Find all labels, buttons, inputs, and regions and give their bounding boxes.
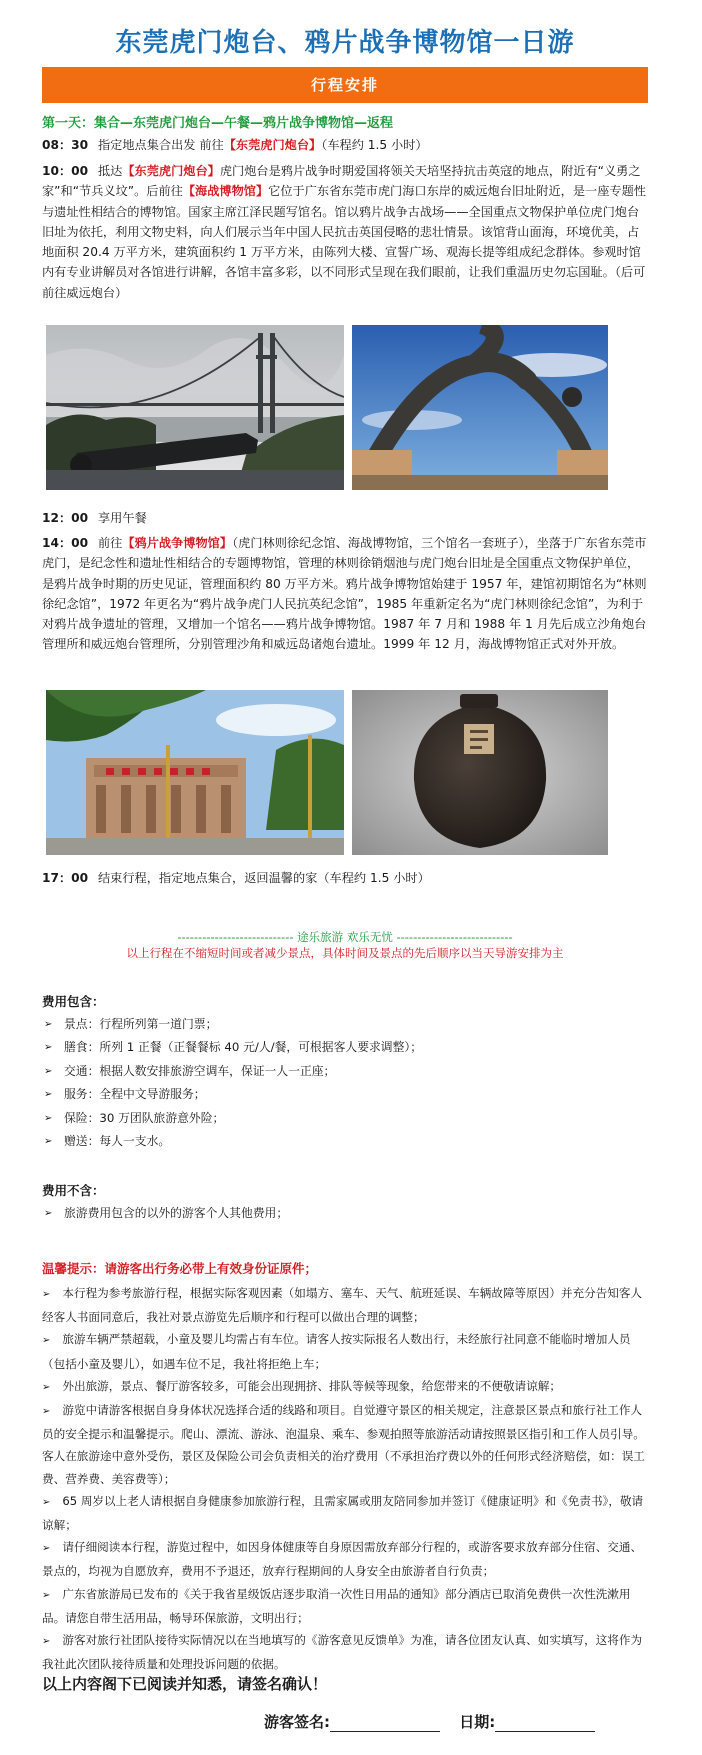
schedule-text: 抵达 [97,164,123,178]
fee-exclude-title: 费用不含： [42,1183,105,1198]
schedule-1700 [42,868,648,888]
day-one-heading: 第一天：集合—东莞虎门炮台—午餐—鸦片战争博物馆—返程 [42,116,394,131]
page-title: 东莞虎门炮台、鸦片战争博物馆一日游 [115,28,575,58]
schedule-time: 10：00 [42,164,89,178]
photo-humen-bridge-cannon [46,325,344,490]
arrow-bullet-icon: ➢ [44,1136,53,1148]
highlight-naval-museum: 【海战博物馆】 [182,184,269,199]
list-item: ➢ 游客对旅行社团队接待实际情况以在当地填写的《游客意见反馈单》为准，请各位团友认真、如实填写，这将作为我社此次团队接待质量和处理投诉问题的依据。 [42,1633,643,1672]
highlight-opium-war-museum: 【鸦片战争博物馆】 [122,536,233,550]
tips-list [42,1282,648,1675]
photo-museum-building [46,690,344,855]
arrow-bullet-icon: ➢ [44,1208,53,1219]
schedule-text: 前往 [97,536,123,550]
schedule-1000 [42,161,648,303]
confirm-statement: 以上内容阁下已阅读并知悉，请签名确认！ [42,1675,328,1693]
list-item: ➢ 保险：30 万团队旅游意外险； [42,1107,648,1130]
arrow-bullet-icon: ➢ [44,1042,53,1054]
schedule-1200 [42,508,648,528]
schedule-1400 [42,533,648,655]
list-item: ➢ 外出旅游，景点、餐厅游客较多，可能会出现拥挤、排队等候等现象，给您带来的不便敬请谅解； [42,1378,561,1393]
arrow-bullet-icon: ➢ [44,1112,53,1124]
list-item: ➢ 旅游费用包含的以外的游客个人其他费用； [42,1202,648,1225]
arrow-bullet-icon: ➢ [42,1496,51,1508]
schedule-text: 结束行程，指定地点集合，返回温馨的家（车程约 1.5 小时） [97,871,430,885]
arrow-bullet-icon: ➢ [42,1406,51,1418]
arrow-bullet-icon: ➢ [42,1381,51,1393]
schedule-text: 它位于广东省东莞市虎门海口东岸的威远炮台旧址附近，是一座专题性与遗址性相结合的博物馆。国家主席江泽民题写馆名。馆以鸦片战争古战场——全国重点文物保护单位虎门炮台旧址为依托，利用文物史料，向人们展示当年中国人民抗击英国侵略的悲壮情景。该馆背山面海，环境优美，占地面积 20.4 万平方米，建筑面积约 1 万平方米，由陈列大楼、宣誓广场、观海长提等组成纪念群体。参观时馆内有专业讲解员对各馆进行讲解，各馆丰富多彩，以不同形式呈现在我们眼前，让我们重温历史勿忘国耻。（后可前往威远炮台） [42,184,646,300]
schedule-text: 虎门炮台是鸦片战争时期爱国将领关天培坚持抗击英寇的地点，附近有“义勇之家”和“节兵义坟”。后前往 [42,164,641,199]
arrow-bullet-icon: ➢ [42,1543,51,1555]
fee-include-title: 费用包含： [42,994,105,1009]
list-item: ➢ 65 周岁以上老人请根据自身健康参加旅游行程，且需家属或朋友陪同参加并签订《健康证明》和《免责书》，敬请谅解； [42,1493,644,1533]
list-item: ➢ 本行程为参考旅游行程，根据实际客观因素（如塌方、塞车、天气、航班延误、车辆故障等原因）并充分告知客人经客人书面同意后，我社对景点游览先后顺序和行程可以做出合理的调整； [42,1286,643,1325]
photo-broken-cannon-sculpture [352,325,608,490]
arrow-bullet-icon: ➢ [42,1289,51,1300]
schedule-time: 14：00 [42,536,89,550]
list-item: ➢ 交通：根据人数安排旅游空调车，保证一人一正座； [42,1060,648,1083]
schedule-0830 [42,135,648,155]
schedule-time: 12：00 [42,511,89,525]
list-item: ➢ 膳食：所列 1 正餐（正餐餐标 40 元/人/餐，可根据客人要求调整）； [42,1036,648,1059]
schedule-text: （虎门林则徐纪念馆、海战博物馆，三个馆名一套班子），坐落于广东省东莞市虎门，是纪念性和遗址性相结合的专题博物馆，管理的林则徐销烟池与虎门炮台旧址是全国重点文物保护单位，是鸦片战争时期的历史见证，管理面积约 80 万平方米。鸦片战争博物馆始建于 1957 年，建馆初期馆名为“林则徐纪念馆”，1972 年更名为“鸦片战争虎门人民抗英纪念馆”，1985 年重新定名为“虎门林则徐纪念馆”，为利于对鸦片战争遗址的管理，又增加一个馆名——鸦片战争博物馆。1987 年 7 月和 1988 年 1 月先后成立沙角炮台管理所和威远炮台管理所，分别管理沙角和威远岛诸炮台遗址。1999 年 12 月，海战博物馆正式对外开放。 [42,536,647,652]
section-bar: 行程安排 [42,67,648,103]
date-label: 日期: [459,1713,496,1731]
fee-include-list [42,1013,648,1153]
highlight-humen-fort: 【东莞虎门炮台】 [122,164,220,178]
schedule-time: 08：30 [42,138,89,152]
date-field[interactable] [495,1716,595,1732]
arrow-bullet-icon: ➢ [44,1065,53,1077]
slogan: ---------------------------- 途乐旅游 欢乐无忧 ---------------------------- [177,930,513,944]
arrow-bullet-icon: ➢ [42,1589,51,1601]
list-item: ➢ 服务：全程中文导游服务； [42,1083,648,1106]
highlight-humen-fort: 【东莞虎门炮台】 [223,138,322,152]
arrow-bullet-icon: ➢ [42,1636,51,1648]
schedule-text: 享用午餐 [97,511,147,525]
list-item: ➢ 游览中请游客根据自身身体状况选择合适的线路和项目。自觉遵守景区的相关规定，注意景区景点和旅行社工作人员的安全提示和温馨提示。爬山、漂流、游泳、泡温泉、乘车、参观拍照等旅游活动请按照景区指引和工作人员引导。客人在旅游途中意外受伤，景区及保险公司会负责相关的治疗费用（不承担治疗费以外的任何形式经济赔偿，如：误工费、营养费、美容费等）； [42,1403,645,1486]
list-item: ➢ 赠送：每人一支水。 [42,1130,648,1153]
list-item: ➢ 广东省旅游局已发布的《关于我省星级饭店逐步取消一次性日用品的通知》部分酒店已取消免费供一次性洗漱用品。请您自带生活用品，畅导环保旅游，文明出行； [42,1586,631,1625]
list-item: ➢ 景点：行程所列第一道门票； [42,1013,648,1036]
list-item: ➢ 请仔细阅读本行程，游览过程中，如因身体健康等自身原因需放弃部分行程的，或游客要求放弃部分住宿、交通、景点的，均视为自愿放弃，费用不予退还，放弃行程期间的人身安全由旅游者自行负责； [42,1540,643,1579]
schedule-text: 指定地点集合出发 前往 [97,138,224,152]
arrow-bullet-icon: ➢ [44,1089,53,1101]
photo-ancient-jar [352,690,608,855]
list-item: ➢ 旅游车辆严禁超载，小童及婴儿均需占有车位。请客人按实际报名人数出行，未经旅行社同意不能临时增加人员（包括小童及婴儿），如遇车位不足，我社将拒绝上车； [42,1332,631,1371]
tips-title: 温馨提示：请游客出行务必带上有效身份证原件； [42,1261,318,1276]
tourist-signature-field[interactable] [330,1716,440,1732]
signature-area [264,1711,595,1732]
fee-exclude-list [42,1202,648,1225]
schedule-notice: 以上行程在不缩短时间或者减少景点，具体时间及景点的先后顺序以当天导游安排为主 [126,946,564,960]
schedule-text: （车程约 1.5 小时） [321,138,428,152]
schedule-time: 17：00 [42,871,89,885]
arrow-bullet-icon: ➢ [42,1335,51,1347]
arrow-bullet-icon: ➢ [44,1019,53,1030]
tourist-signature-label: 游客签名: [264,1713,330,1731]
